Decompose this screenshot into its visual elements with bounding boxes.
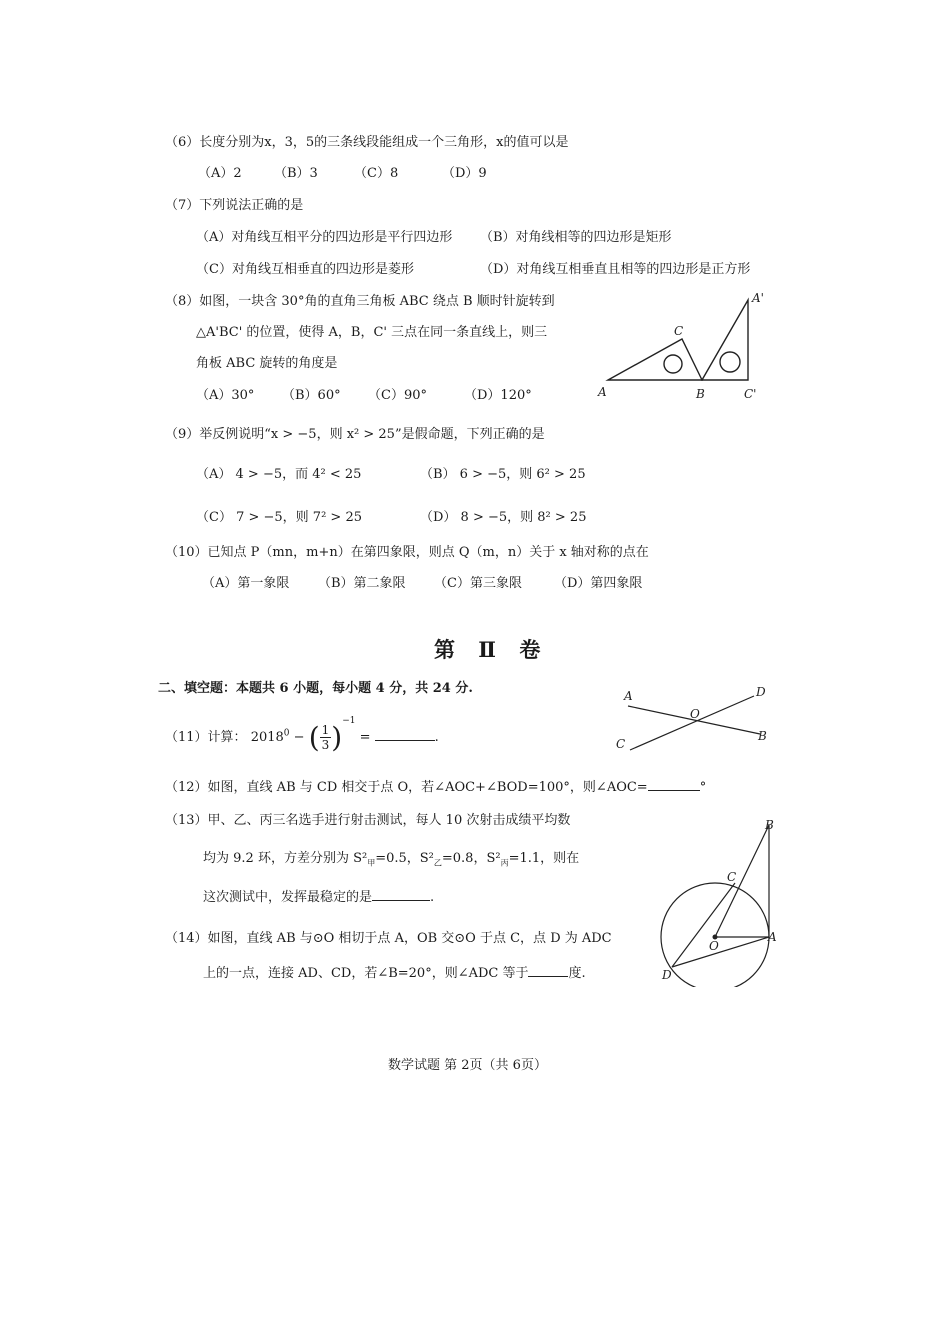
q11-eq: = [355,730,375,745]
q11-fraction [320,723,332,752]
label-o: O [709,939,719,953]
q11-figure [610,682,780,762]
label-b: B [696,387,705,401]
label-c: C [616,737,626,751]
q6-stem: （6）长度分别为x，3，5的三条线段能组成一个三角形，x的值可以是 [165,135,569,150]
q11-denominator: 3 [321,738,330,752]
q13-line3 [203,886,434,905]
triangle-a1bc1 [702,300,748,380]
q13-line2d: =1.1，则在 [508,851,580,866]
q9-option-a: （A） 4 > −5，而 4² < 25 [196,467,362,482]
q14-figure [652,815,786,987]
q7-stem: （7）下列说法正确的是 [165,198,304,213]
q10-option-d: （D）第四象限 [554,576,643,591]
q14-line2 [203,962,586,981]
q13-line1: （13）甲、乙、丙三名选手进行射击测试，每人 10 次射击成绩平均数 [165,813,571,828]
q9-stem: （9）举反例说明“x > −5，则 x² > 25”是假命题，下列正确的是 [165,427,545,442]
q11-exp0: 0 [283,728,290,739]
q8-line2: △A'BC' 的位置，使得 A，B，C' 三点在同一条直线上，则三 [196,325,548,340]
q10-option-a: （A）第一象限 [202,576,290,591]
q8-option-c: （C）90° [368,388,427,403]
q12-suffix: ° [699,780,707,795]
hole-circle-right [720,352,740,372]
q13-answer-blank [372,900,430,901]
q12-line [165,776,706,795]
q8-figure [596,288,776,404]
label-o: O [690,707,700,721]
q10-option-c: （C）第三象限 [434,576,522,591]
label-b: B [758,729,767,743]
q6-option-a: （A）2 [198,166,242,181]
q9-option-c: （C） 7 > −5，则 7² > 25 [196,510,362,525]
label-c: C [727,870,737,884]
q10-option-b: （B）第二象限 [318,576,406,591]
q10-stem: （10）已知点 P（mn，m+n）在第四象限，则点 Q（m，n）关于 x 轴对称的点在 [165,545,649,560]
part-2-heading: 二、填空题：本题共 6 小题，每小题 4 分，共 24 分. [158,681,473,696]
q9-option-d: （D） 8 > −5，则 8² > 25 [420,510,587,525]
q6-option-d: （D）9 [442,166,487,181]
label-a: A [624,689,633,703]
q8-option-a: （A）30° [196,388,255,403]
label-b: B [765,818,774,832]
q12-text: （12）如图，直线 AB 与 CD 相交于点 O，若∠AOC+∠BOD=100°，则∠AOC= [165,780,648,795]
q7-option-d: （D）对角线互相垂直且相等的四边形是正方形 [480,262,751,277]
line-cd [630,696,754,750]
q11-base: 2018 [250,730,284,745]
q11-numerator: 1 [321,723,330,737]
q8-line1: （8）如图，一块含 30°角的直角三角板 ABC 绕点 B 顺时针旋转到 [165,294,555,309]
segment-ad [672,937,769,967]
q11-end: . [434,730,439,745]
q14-line1: （14）如图，直线 AB 与⊙O 相切于点 A，OB 交⊙O 于点 C，点 D 为 ADC [165,931,612,946]
q14-line2-text: 上的一点，连接 AD、CD，若∠B=20°，则∠ADC 等于 [203,966,529,981]
segment-ob [715,825,769,937]
segment-cd [672,883,735,967]
q11-minus: − [289,730,309,745]
label-d: D [662,968,672,982]
section-2-title: 第 Ⅱ 卷 [434,637,549,662]
q11-expression: （11）计算： $2018^0$ − ( $\frac{1}{3}$ )$^{-1}$ = . [165,716,439,754]
q13-line3-end: . [430,890,435,905]
q11-exp: −1 [342,716,356,726]
hole-circle-left [664,355,682,373]
triangle-abc [608,339,702,380]
q8-line3: 角板 ABC 旋转的角度是 [196,356,338,371]
q11-prefix: （11）计算： [165,730,247,745]
q13-sub-jia: 甲 [367,858,376,868]
q6-option-c: （C）8 [354,166,399,181]
q13-line2 [203,847,579,869]
label-a: A [768,930,777,944]
page-footer: 数学试题 第 2页（共 6页） [388,1058,547,1073]
q8-option-d: （D）120° [464,388,532,403]
q7-option-c: （C）对角线互相垂直的四边形是菱形 [196,262,414,277]
q6-option-b: （B）3 [274,166,318,181]
q13-sub-yi: 乙 [433,858,442,868]
q7-option-b: （B）对角线相等的四边形是矩形 [480,230,672,245]
q9-option-b: （B） 6 > −5，则 6² > 25 [420,467,586,482]
q13-line2a: 均为 9.2 环，方差分别为 S² [203,851,368,866]
label-c: C [674,324,684,338]
q11-answer-blank [375,740,435,741]
q14-answer-blank [528,976,568,977]
label-a: A [598,385,607,399]
label-c1: C' [744,387,757,401]
q12-answer-blank [648,790,700,791]
q14-line2-end: 度. [568,966,586,981]
q13-line3-text: 这次测试中，发挥最稳定的是 [203,890,373,905]
label-d: D [756,685,766,699]
q13-line2c: =0.8，S² [441,851,501,866]
q13-sub-bing: 丙 [500,858,509,868]
q7-option-a: （A）对角线互相平分的四边形是平行四边形 [196,230,453,245]
q8-option-b: （B）60° [282,388,341,403]
label-a1: A' [752,291,764,305]
q13-line2b: =0.5，S² [375,851,434,866]
